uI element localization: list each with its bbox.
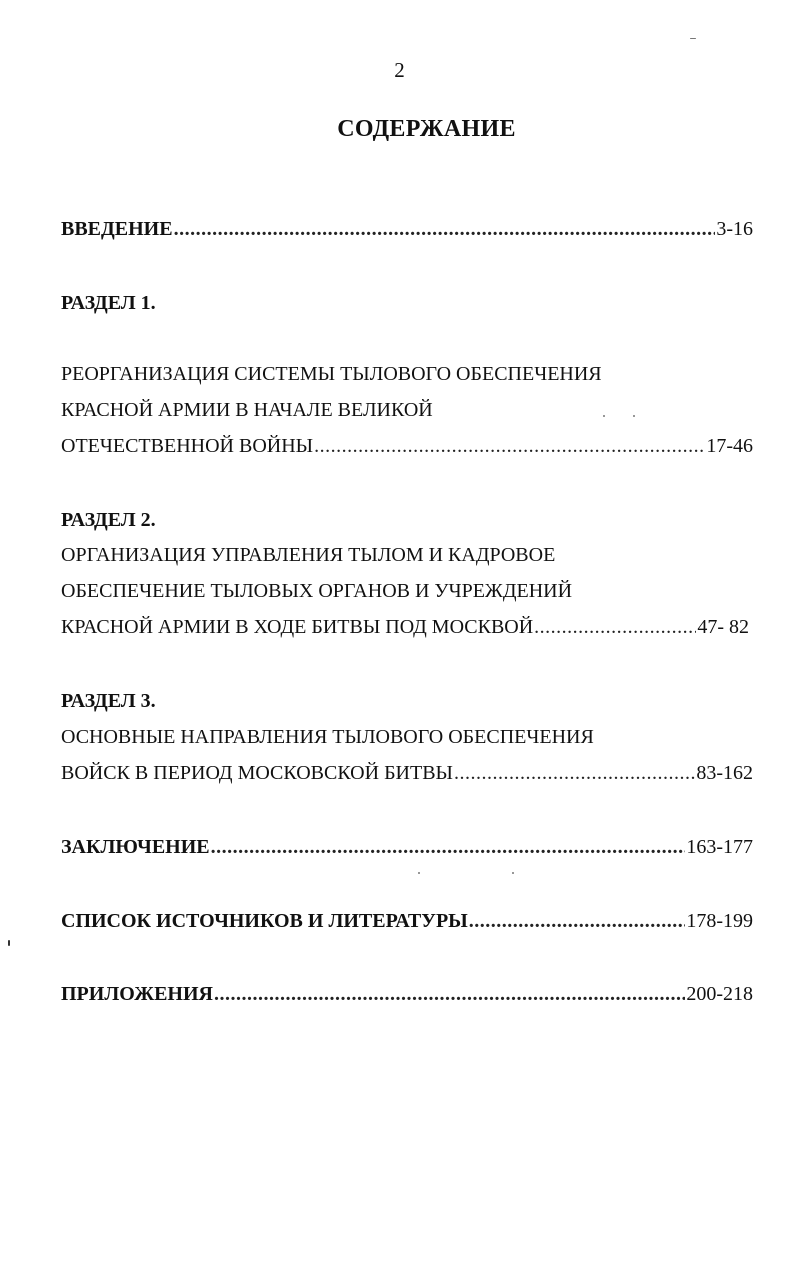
- toc-entry-label: СПИСОК ИСТОЧНИКОВ И ЛИТЕРАТУРЫ: [61, 910, 468, 932]
- toc-entry-label: ЗАКЛЮЧЕНИЕ: [61, 836, 210, 858]
- section-3-title-line-1: ОСНОВНЫЕ НАПРАВЛЕНИЯ ТЫЛОВОГО ОБЕСПЕЧЕНИЯ: [61, 726, 594, 748]
- toc-entry-sources: [61, 909, 753, 933]
- scan-speck: [690, 38, 696, 39]
- section-1-heading: РАЗДЕЛ 1.: [61, 292, 156, 314]
- section-2-title-line-1: ОРГАНИЗАЦИЯ УПРАВЛЕНИЯ ТЫЛОМ И КАДРОВОЕ: [61, 544, 556, 566]
- dot-leader: [214, 982, 685, 1006]
- scan-speck: [603, 415, 605, 417]
- toc-entry-appendices: [61, 982, 753, 1006]
- dot-leader: [454, 761, 695, 785]
- scan-speck: [512, 872, 514, 874]
- toc-entry-section-1: [61, 434, 753, 458]
- page-number: 2: [394, 58, 405, 82]
- toc-entry-section-2: [61, 615, 749, 639]
- scan-speck: [633, 415, 635, 417]
- toc-entry-intro: [61, 217, 753, 241]
- toc-entry-label: ВОЙСК В ПЕРИОД МОСКОВСКОЙ БИТВЫ: [61, 762, 453, 784]
- scan-speck: [8, 940, 10, 946]
- toc-entry-pages: 3-16: [716, 218, 753, 240]
- toc-entry-pages: 47- 82: [697, 616, 749, 638]
- section-3-heading: РАЗДЕЛ 3.: [61, 690, 156, 712]
- toc-entry-pages: 83-162: [696, 762, 753, 784]
- section-1-title-line-1: РЕОРГАНИЗАЦИЯ СИСТЕМЫ ТЫЛОВОГО ОБЕСПЕЧЕНИЯ: [61, 363, 602, 385]
- section-2-title-line-2: ОБЕСПЕЧЕНИЕ ТЫЛОВЫХ ОРГАНОВ И УЧРЕЖДЕНИЙ: [61, 580, 573, 602]
- toc-title: СОДЕРЖАНИЕ: [337, 116, 516, 142]
- toc-entry-label: КРАСНОЙ АРМИИ В ХОДЕ БИТВЫ ПОД МОСКВОЙ: [61, 616, 534, 638]
- scan-speck: [418, 872, 420, 874]
- dot-leader: [469, 909, 686, 933]
- section-2-heading: РАЗДЕЛ 2.: [61, 509, 156, 531]
- dot-leader: [314, 434, 705, 458]
- dot-leader: [534, 615, 696, 639]
- toc-entry-pages: 163-177: [686, 836, 753, 858]
- toc-entry-label: ОТЕЧЕСТВЕННОЙ ВОЙНЫ: [61, 435, 314, 457]
- section-1-title-line-2: КРАСНОЙ АРМИИ В НАЧАЛЕ ВЕЛИКОЙ: [61, 399, 433, 421]
- dot-leader: [211, 835, 686, 859]
- toc-entry-label: ВВЕДЕНИЕ: [61, 218, 173, 240]
- toc-entry-label: ПРИЛОЖЕНИЯ: [61, 983, 213, 1005]
- toc-entry-section-3: [61, 761, 753, 785]
- toc-entry-conclusion: [61, 835, 753, 859]
- toc-entry-pages: 17-46: [706, 435, 753, 457]
- toc-entry-pages: 200-218: [686, 983, 753, 1005]
- toc-entry-pages: 178-199: [686, 910, 753, 932]
- dot-leader: [174, 217, 716, 241]
